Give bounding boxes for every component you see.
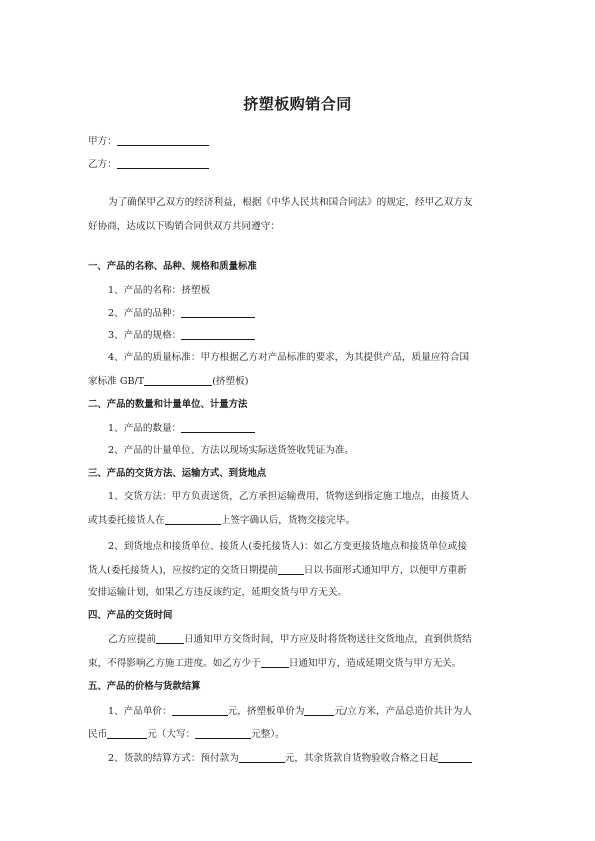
s5-item-1b-pre: 民币 (88, 729, 108, 740)
s5-item-1b-post: 元整）。 (251, 729, 285, 740)
s4-line-b-post: 日通知甲方，造成延期交货与甲方无关。 (288, 658, 462, 669)
s1-item-4a: 4、产品的质量标准：甲方根据乙方对产品标准的要求，为其提供产品，质量应符合国 (108, 352, 470, 363)
variety-blank (181, 306, 255, 318)
s3-item-1b-pre: 或其委托接货人在 (88, 515, 165, 526)
s4-line-a (108, 632, 472, 647)
s2-item-1 (108, 421, 255, 436)
sign-doc-blank (165, 513, 221, 525)
amount-words-blank (195, 727, 251, 739)
intro-line-1: 为了确保甲乙双方的经济利益，根据《中华人民共和国合同法》的规定，经甲乙双方友 (108, 197, 473, 208)
total-amount-blank (107, 727, 147, 739)
s3-item-2b-pre: 货人(委托接货人)，应按约定的交货日期提前 (88, 565, 278, 576)
intro-line-2: 好协商，达成以下购销合同供双方共同遵守： (88, 221, 280, 232)
s5-item-2-pre: 2、货款的结算方式：预付款为 (108, 753, 239, 764)
s4-line-b (88, 656, 461, 671)
s1-item-2 (108, 306, 255, 321)
s2-item-1-text: 1、产品的数量： (108, 423, 182, 434)
settle-days-blank (438, 751, 472, 763)
s5-item-1a-pre: 1、产品单价： (108, 706, 172, 717)
advance-days-blank (156, 632, 184, 644)
s5-item-1a-mid: 元，挤塑板单价为 (227, 706, 305, 717)
s3-item-1a: 1、交货方法：甲方负责送货，乙方承担运输费用，货物送到指定施工地点，由接货人 (108, 491, 470, 502)
s3-item-2a: 2、到货地点和接货单位、接货人(委托接货人)：如乙方变更接货地点和接货单位或接 (108, 541, 467, 552)
notice-days-blank (278, 563, 304, 575)
s3-item-1b (88, 513, 355, 528)
s3-item-2c: 安排运输计划，如果乙方违反该约定，延期交货与甲方无关。 (88, 587, 348, 598)
spec-blank (181, 328, 255, 340)
section-3-heading: 三、产品的交货方法、运输方式、到货地点 (88, 468, 267, 479)
s1-item-3 (108, 328, 255, 343)
document-title: 挤塑板购销合同 (243, 95, 352, 113)
s3-item-1b-post: 上签字确认后，货物交接完毕。 (220, 515, 356, 526)
min-days-blank (261, 656, 289, 668)
s1-item-1: 1、产品的名称：挤塑板 (108, 285, 211, 296)
section-4-heading: 四、产品的交货时间 (88, 610, 173, 621)
party-a-line (88, 134, 209, 149)
s1-item-4b (88, 374, 248, 389)
party-b-line (88, 157, 209, 172)
party-a-blank (117, 134, 209, 146)
s3-item-2b-post: 日以书面形式通知甲方，以便甲方重新 (303, 565, 467, 576)
s5-item-1b (88, 727, 285, 742)
section-5-heading: 五、产品的价格与货款结算 (88, 681, 201, 692)
party-b-label: 乙方： (88, 159, 117, 170)
s2-item-2: 2、产品的计量单位、方法以现场实际送货签收凭证为准。 (108, 445, 354, 456)
s5-item-1b-mid: 元（大写： (147, 729, 196, 740)
s4-line-a-post: 日通知甲方交货时间，甲方应及时将货物送往交货地点，直到供货结 (183, 634, 472, 645)
s1-item-2-text: 2、产品的品种： (108, 308, 182, 319)
party-a-label: 甲方： (88, 136, 117, 147)
s5-item-1a (108, 704, 472, 719)
section-1-heading: 一、产品的名称、品种、规格和质量标准 (88, 261, 257, 272)
s5-item-2-post: 元，其余货款自货物验收合格之日起 (284, 753, 439, 764)
s4-line-b-pre: 束，不得影响乙方施工进度。如乙方少于 (88, 658, 261, 669)
prepayment-blank (239, 751, 285, 763)
gb-standard-blank (144, 374, 212, 386)
quantity-blank (181, 421, 255, 433)
cubic-price-blank (304, 704, 334, 716)
party-b-blank (117, 157, 209, 169)
s1-item-4b-post: (挤塑板) (212, 376, 249, 387)
s4-line-a-pre: 乙方应提前 (108, 634, 156, 645)
section-2-heading: 二、产品的数量和计量单位、计量方法 (88, 399, 248, 410)
s5-item-2 (108, 751, 472, 766)
s3-item-2b (88, 563, 467, 578)
unit-price-blank (172, 704, 228, 716)
s5-item-1a-post: 元/立方米，产品总造价共计为人 (334, 706, 472, 717)
s1-item-4b-pre: 家标准 GB/T (88, 376, 145, 387)
s1-item-3-text: 3、产品的规格： (108, 330, 182, 341)
